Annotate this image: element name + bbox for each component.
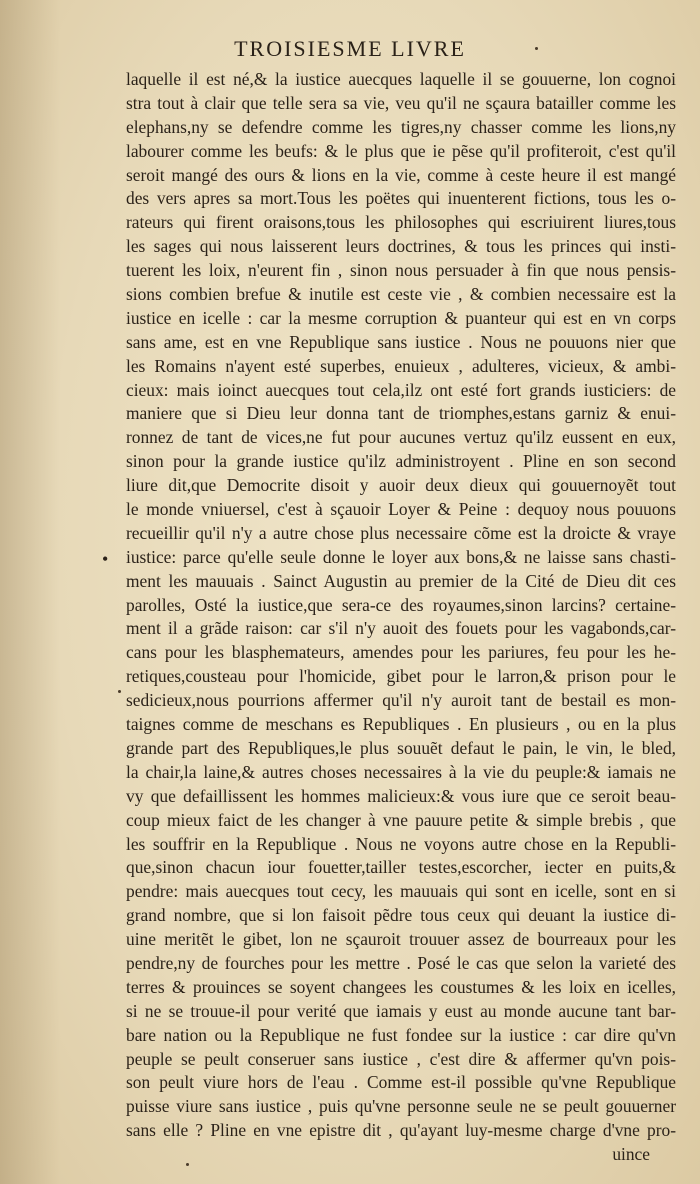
- text-line: sans elle ? Pline en vne epistre dit , qu'ayant luy-mesme charge d'vne pro-: [126, 1120, 676, 1141]
- text-line: laquelle il est né,& la iustice auecques laquelle il se gouuerne, lon cognoi: [126, 69, 676, 89]
- text-line: bare nation ou la Republique ne fust fondee sur la iustice : car dire qu'vn: [126, 1024, 676, 1045]
- text-line: tuerent les loix, n'eurent fin , sinon nous persuader à fin que nous pensis-: [126, 260, 676, 281]
- catchword: uince: [612, 1144, 650, 1165]
- text-line: liure dit,que Democrite disoit y auoir deux dieux qui gouuernoyẽt tout: [126, 475, 676, 496]
- text-line: maniere que si Dieu leur donna tant de triomphes,estans garniz & enui-: [126, 403, 676, 424]
- text-line: sinon pour la grande iustice qu'ilz administroyent . Pline en son second: [126, 451, 676, 472]
- text-line: stra tout à clair que telle sera sa vie, veu qu'il ne sçaura batailler comme les: [126, 92, 676, 113]
- gutter-shadow: [0, 0, 60, 1184]
- text-line: cans pour les blasphemateurs, amendes pour les pariures, feu pour les he-: [126, 642, 676, 663]
- text-line: uine meritẽt le gibet, lon ne sçauroit trouuer assez de bourreaux pour les: [126, 929, 676, 950]
- text-line: coup mieux faict de les changer à vne pauure petite & simple brebis , que: [126, 809, 676, 830]
- text-line: terres & prouinces se soyent changees les coustumes & les loix en icelles,: [126, 976, 676, 997]
- text-line: pendre: mais auecques tout cecy, les mauuais qui sont en icelle, sont en si: [126, 881, 676, 902]
- text-line: peuple se peult conseruer sans iustice , c'est dire & affermer qu'vn pois-: [126, 1048, 676, 1069]
- text-line: des vers apres sa mort.Tous les poëtes qui inuenterent fictions, tous les o-: [126, 188, 676, 209]
- text-line: sions combien brefue & inutile est ceste vie , & combien necessaire est la: [126, 284, 676, 305]
- text-line: les sages qui nous laisserent leurs doctrines, & tous les princes qui insti-: [126, 236, 676, 257]
- text-line: iustice en icelle : car la mesme corruption & puanteur qui est en vn corps: [126, 307, 676, 328]
- text-line: recueillir qu'il n'y a autre chose plus necessaire cõme est la droicte & vraye: [126, 522, 676, 543]
- text-line: labourer comme les beufs: & le plus que ie pẽse qu'il profiteroit, c'est qu'il: [126, 140, 676, 161]
- text-line: la chair,la laine,& autres choses necessaires à la vie du peuple:& iamais ne: [126, 761, 676, 782]
- text-line: taignes comme de meschans es Republiques . En plusieurs , ou en la plus: [126, 714, 676, 735]
- ink-speck: [118, 690, 121, 693]
- text-line: cieux: mais ioinct auecques tout cela,ilz ont esté fort grands iusticiers: de: [126, 379, 676, 400]
- ink-speck: [535, 47, 538, 50]
- text-line: ment les mauuais . Sainct Augustin au premier de la Cité de Dieu dit ces: [126, 570, 676, 591]
- text-line: si ne se trouue-il pour verité que iamais y eust au monde aucune tant bar-: [126, 1000, 676, 1021]
- ink-speck: [186, 1163, 189, 1166]
- margin-bullet-mark: •: [102, 549, 109, 569]
- body-text: [126, 68, 676, 1167]
- text-line: parolles, Osté la iustice,que sera-ce des royaumes,sinon larcins? certaine-: [126, 594, 676, 615]
- text-line: son peult viure hors de l'eau . Comme est-il possible qu'vne Republique: [126, 1072, 676, 1093]
- text-line: grand nombre, que si lon faisoit pẽdre tous ceux qui deuant la iustice di-: [126, 905, 676, 926]
- text-line: vy que defaillissent les hommes malicieux:& vous iure que ce seroit beau-: [126, 785, 676, 806]
- text-line: pendre,ny de fourches pour les mettre . Posé le cas que selon la varieté des: [126, 952, 676, 973]
- text-line: sedicieux,nous pourrions affermer qu'il n'y auroit tant de bestail es mon-: [126, 690, 676, 711]
- text-line: retiques,cousteau pour l'homicide, gibet pour le larron,& prison pour le: [126, 666, 676, 687]
- text-line: le monde vniuersel, c'est à sçauoir Loyer & Peine : dequoy nous pouuons: [126, 499, 676, 520]
- text-line: sans ame, est en vne Republique sans iustice . Nous ne pouuons nier que: [126, 331, 676, 352]
- text-line: rateurs qui firent oraisons,tous les philosophes qui escriuirent liures,tous: [126, 212, 676, 233]
- text-line: iustice: parce qu'elle seule donne le loyer aux bons,& ne laisse sans chasti-: [126, 546, 676, 567]
- text-line: que,sinon chacun iour fouetter,tailler testes,escorcher, iecter en puits,&: [126, 857, 676, 878]
- text-line: puisse viure sans iustice , puis qu'vne personne seule ne se peult gouuerner: [126, 1096, 676, 1117]
- text-line: seroit mangé des ours & lions en la vie, comme à ceste heure il est mangé: [126, 164, 676, 185]
- text-line: les Romains n'ayent esté superbes, enuieux , adulteres, vicieux, & ambi-: [126, 355, 676, 376]
- text-line: elephans,ny se defendre comme les tigres,ny chasser comme les lions,ny: [126, 116, 676, 137]
- running-head: TROISIESME LIVRE: [234, 36, 466, 61]
- text-line: ronnez de tant de vices,ne fut pour aucunes vertuz qu'ilz eussent en eux,: [126, 427, 676, 448]
- text-line: les souffrir en la Republique . Nous ne voyons autre chose en la Republi-: [126, 833, 676, 854]
- text-line: grande part des Republiques,le plus souuẽt defaut le pain, le vin, le bled,: [126, 737, 676, 758]
- text-line: ment il a grãde raison: car s'il n'y auoit des fouets pour les vagabonds,car-: [126, 618, 676, 639]
